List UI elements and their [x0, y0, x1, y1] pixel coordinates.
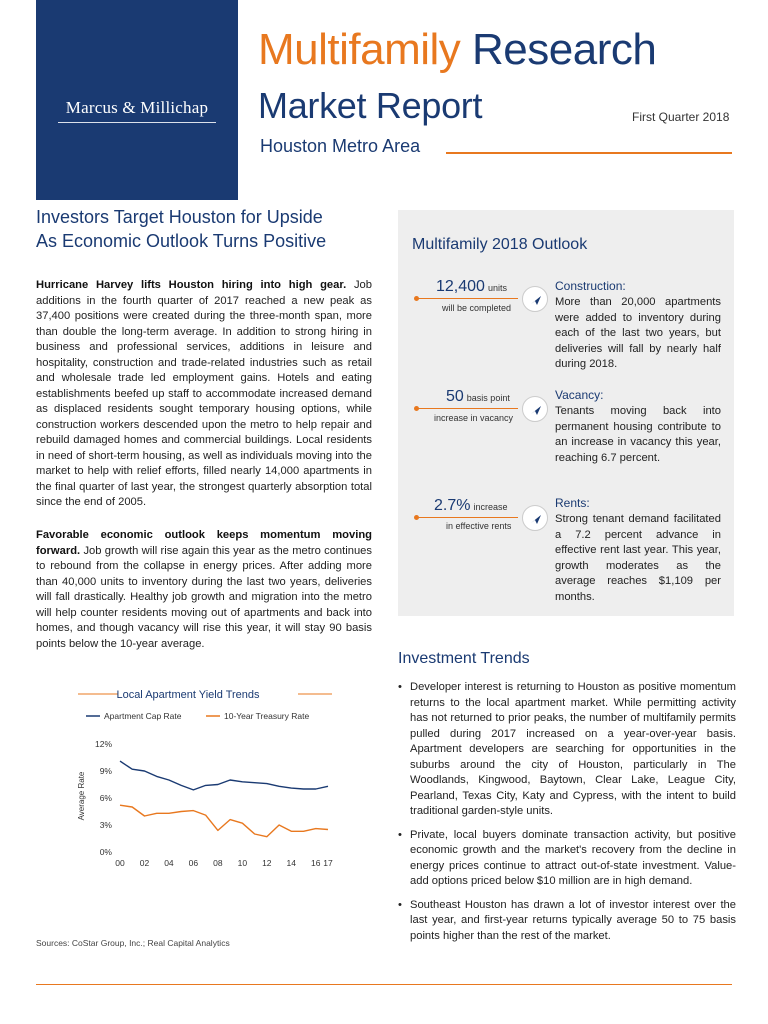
rents-title: Rents:: [555, 496, 590, 510]
x-tick-label: 10: [237, 858, 248, 868]
chart-series: [120, 761, 328, 837]
compass-icon: [522, 505, 548, 531]
list-item: • Developer interest is returning to Houston as positive momentum returns to the local apartment market. While permitting activity has not returned to prior peaks, the number of multifamily permits pulled during 2017 increased on a year-over-year basis. Apartment developers are searching for opportunities in the suburbs around the city of Houston, particularly in The Woodlands, Kingwood, Baytown, Clear Lake, League City, Pearland, Texas City, Katy and Cypress, with the intent to build traditional garden-style units.: [398, 681, 736, 817]
footer-rule: [36, 984, 732, 985]
article-headline: [36, 205, 376, 253]
y-ticks: [95, 739, 112, 857]
paragraph-2-lead: Favorable economic outlook keeps momentum moving forward.: [36, 529, 372, 557]
construction-sub: will be completed: [442, 303, 512, 313]
x-tick-label: 06: [188, 858, 199, 868]
compass-icon: [522, 286, 548, 312]
x-tick-label: 02: [139, 858, 150, 868]
report-quarter: First Quarter 2018: [632, 110, 730, 124]
construction-body: More than 20,000 apartments were added to inventory during each of the last two years, but deliveries will fall by nearly half during 2018.: [555, 296, 721, 370]
title-part1: Multifamily: [258, 25, 461, 74]
logo-block: [36, 0, 238, 200]
headline-line1: Investors Target Houston for Upside: [36, 207, 323, 227]
chart-legend: [86, 711, 309, 721]
trends-title: Investment Trends: [398, 650, 530, 667]
header-divider: [446, 152, 732, 154]
x-tick-label: 00: [115, 858, 125, 868]
construction-unit: units: [487, 283, 507, 293]
list-item: • Southeast Houston has drawn a lot of investor interest over the last year, and first-year returns typically average 50 to 75 basis points higher than the rest of the market.: [398, 898, 736, 942]
rents-rule: [416, 517, 518, 518]
series-line: [120, 761, 328, 790]
series-line: [120, 805, 328, 837]
report-title: [258, 25, 657, 74]
rents-unit: increase: [473, 502, 508, 512]
yield-trends-chart: [60, 682, 380, 872]
chart-sources: Sources: CoStar Group, Inc.; Real Capital Analytics: [36, 938, 230, 948]
vacancy-value: 50: [446, 388, 464, 405]
vacancy-sub: increase in vacancy: [434, 413, 514, 423]
headline-line2: As Economic Outlook Turns Positive: [36, 231, 327, 251]
construction-title: Construction:: [555, 279, 626, 293]
legend-label: 10-Year Treasury Rate: [224, 711, 310, 721]
x-tick-label: 08: [213, 858, 223, 868]
x-ticks: [115, 858, 333, 868]
y-axis-label: Average Rate: [77, 771, 86, 821]
y-tick-label: 3%: [99, 820, 112, 830]
rents-sub: in effective rents: [446, 521, 512, 531]
y-tick-label: 12%: [94, 739, 112, 749]
rents-value: 2.7%: [434, 497, 471, 514]
vacancy-body: Tenants moving back into permanent housing contribute to an increase in vacancy this year, reaching 6.7 percent.: [555, 405, 721, 464]
compass-icon: [522, 396, 548, 422]
vacancy-rule: [416, 408, 518, 409]
metro-name: Houston Metro Area: [260, 136, 421, 156]
outlook-title: Multifamily 2018 Outlook: [412, 236, 588, 253]
logo-underline: [58, 122, 216, 123]
chart-title: Local Apartment Yield Trends: [116, 689, 260, 701]
rents-body: Strong tenant demand facilitated a 7.2 percent advance in effective rent last year. This year, growth moderates as the average reaches $1,109 per months.: [555, 513, 721, 603]
construction-stat: [436, 278, 507, 296]
title-part2: Research: [472, 25, 657, 74]
x-tick-label: 12: [262, 858, 272, 868]
construction-rule: [416, 298, 518, 299]
paragraph-1: [36, 278, 372, 511]
x-tick-label: 14: [286, 858, 297, 868]
outlook-box: [398, 210, 734, 616]
vacancy-stat: [446, 388, 510, 406]
x-tick-label: 17: [323, 858, 333, 868]
bullet: •: [398, 898, 402, 911]
vacancy-unit: basis point: [466, 393, 510, 403]
bullet: •: [398, 681, 402, 693]
y-tick-label: 6%: [99, 793, 112, 803]
legend-label: Apartment Cap Rate: [104, 711, 182, 721]
rents-stat: [434, 497, 508, 515]
paragraph-2-body: Job growth will rise again this year as the metro continues to rebound from the collapse in energy prices. After adding more than 40,000 units to inventory during the last two years, deliveries will fall drastically. Healthy job growth and migration into the metro will help counter residents moving out of apartments and back into homes, and though vacancy will rise this year, it will stay 90 basis points below the 10-year average.: [36, 544, 372, 650]
bullet: •: [398, 828, 402, 841]
report-subtitle: Market Report: [258, 85, 483, 126]
construction-value: 12,400: [436, 278, 485, 295]
paragraph-2: [36, 528, 372, 652]
y-tick-label: 9%: [99, 766, 112, 776]
vacancy-title: Vacancy:: [555, 388, 604, 402]
x-tick-label: 16: [311, 858, 321, 868]
paragraph-1-lead: Hurricane Harvey lifts Houston hiring into high gear.: [36, 279, 347, 291]
paragraph-1-body: Job additions in the fourth quarter of 2017 reached a new peak as 37,400 positions were created during the three-month span, more than double the long-term average. In addition to strong hiring in business and professional services, additions in leisure and hospitality, construction and trade-related industries such as retail and wholesale trade led employment gains. Hotels and eating establishments beefed up staff to accommodate increased demand as displaced residents sought temporary housing options, while construction workers descended upon the metro to help repair and rebuild damaged homes and commercial buildings. Local residents in need of short-term housing, as well as individuals moving into the market to help with relief efforts, filled nearly 14,000 apartments in the final quarter of last year, the strongest quarterly absorption total since the end of 2005.: [36, 279, 372, 508]
trends-list: [398, 680, 736, 952]
x-tick-label: 04: [164, 858, 174, 868]
y-tick-label: 0%: [99, 847, 112, 857]
list-item: • Private, local buyers dominate transaction activity, but positive economic growth and the market's recovery from the decline in energy prices continue to attract out-of-state investment. Value-add options priced below $10 million are in high demand.: [398, 828, 736, 887]
logo: Marcus & Millichap: [65, 98, 209, 117]
